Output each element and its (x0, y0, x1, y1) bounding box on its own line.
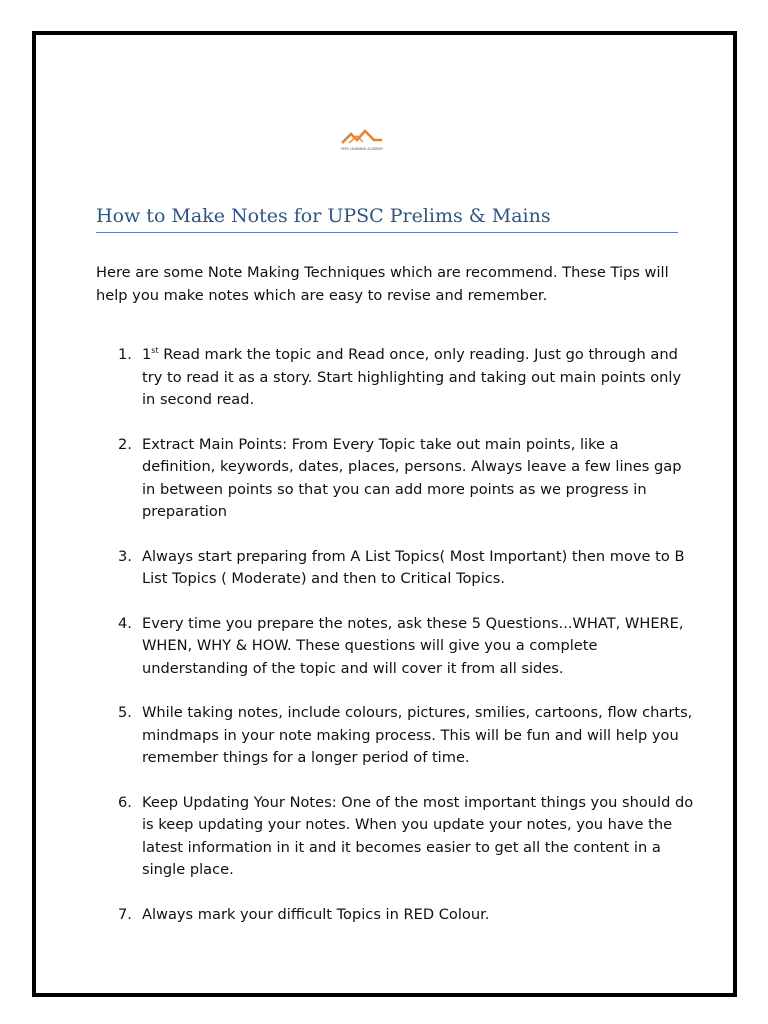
list-number: 2. (118, 435, 132, 453)
ordinal-suffix: st (151, 346, 159, 355)
tips-list (96, 344, 696, 948)
list-text: Keep Updating Your Notes: One of the most important things you should do is keep updating your notes. When you update your notes, you have the latest information in it and it becomes easier to get all the content in a single place. (142, 793, 694, 878)
intro-paragraph: Here are some Note Making Techniques which are recommend. These Tips will help you make notes which are easy to revise and remember. (96, 264, 669, 304)
list-item (96, 792, 696, 882)
list-number: 5. (118, 704, 132, 721)
academy-logo (340, 127, 384, 159)
list-item (96, 613, 696, 681)
page-frame (32, 31, 737, 997)
list-text: Every time you prepare the notes, ask these 5 Questions...WHAT, WHERE, WHEN, WHY & HOW. These questions will give you a complete understanding of the topic and will cover it from all sides. (142, 614, 684, 677)
list-item (96, 904, 696, 927)
list-number: 1. (118, 346, 132, 363)
list-number: 4. (118, 614, 132, 632)
page-title: How to Make Notes for UPSC Prelims & Mains (96, 203, 678, 233)
list-text: While taking notes, include colours, pictures, smilies, cartoons, flow charts, mindmaps in your note making process. This will be fun and will help you remember things for a longer period of time. (142, 704, 693, 766)
list-number: 7. (118, 905, 132, 923)
list-item (96, 434, 696, 524)
list-text: Always mark your difficult Topics in RED Colour. (142, 905, 490, 923)
list-item (96, 702, 696, 770)
logo-text: PEPS LEARNING ACADEMY (341, 147, 383, 151)
list-item (96, 546, 696, 591)
list-text: Read mark the topic and Read once, only reading. Just go through and try to read it as a story. Start highlighting and taking out main points only in second read. (142, 346, 682, 408)
list-item (96, 344, 696, 412)
mountain-logo-icon (340, 127, 384, 147)
list-number: 3. (118, 547, 132, 565)
list-text: Always start preparing from A List Topics( Most Important) then move to B List Topics ( Moderate) and then to Critical Topics. (142, 547, 685, 587)
list-text: Extract Main Points: From Every Topic take out main points, like a definition, keywords, dates, places, persons. Always leave a few lines gap in between points so that you can add more points as we progress in preparation (142, 435, 682, 520)
list-number: 6. (118, 793, 132, 811)
ordinal-number: 1 (142, 346, 152, 363)
